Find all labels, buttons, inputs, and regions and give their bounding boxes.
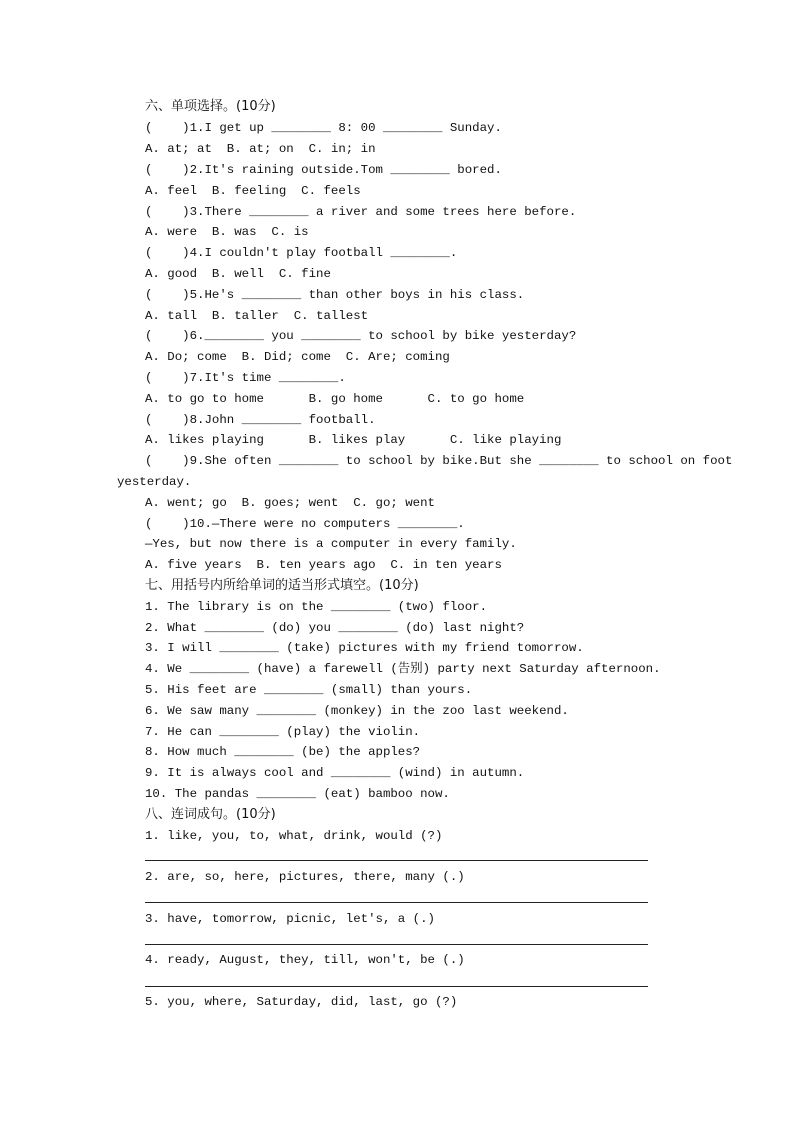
fill-in-line: 10. The pandas ________ (eat) bamboo now.	[145, 787, 450, 801]
question-line: ( )7.It's time ________.	[145, 371, 346, 385]
question-line-continued: yesterday.	[117, 475, 192, 489]
options-line: A. good B. well C. fine	[145, 267, 331, 281]
answer-line	[145, 986, 648, 987]
section-6-heading: 六、单项选择。(10分)	[145, 99, 276, 114]
word-order-item: 5. you, where, Saturday, did, last, go (?)	[145, 995, 458, 1009]
question-line: ( )9.She often ________ to school by bike.But she ________ to school on foot	[145, 454, 733, 468]
options-line: A. Do; come B. Did; come C. Are; coming	[145, 350, 450, 364]
options-line: A. likes playing B. likes play C. like playing	[145, 433, 562, 447]
options-line: A. feel B. feeling C. feels	[145, 184, 361, 198]
fill-in-line: 1. The library is on the ________ (two) floor.	[145, 600, 488, 614]
question-line: ( )4.I couldn't play football ________.	[145, 246, 458, 260]
fill-in-line: 2. What ________ (do) you ________ (do) last night?	[145, 621, 525, 635]
question-line: ( )6.________ you ________ to school by bike yesterday?	[145, 329, 577, 343]
question-line: ( )5.He's ________ than other boys in his class.	[145, 288, 525, 302]
section-7-heading: 七、用括号内所给单词的适当形式填空。(10分)	[145, 578, 419, 593]
options-line: A. tall B. taller C. tallest	[145, 309, 369, 323]
fill-in-line: 5. His feet are ________ (small) than yours.	[145, 683, 473, 697]
word-order-item: 3. have, tomorrow, picnic, let's, a (.)	[145, 912, 435, 926]
fill-in-line: 4. We ________ (have) a farewell (告别) party next Saturday afternoon.	[145, 662, 661, 676]
fill-in-line: 6. We saw many ________ (monkey) in the zoo last weekend.	[145, 704, 569, 718]
word-order-item: 2. are, so, here, pictures, there, many (.)	[145, 870, 465, 884]
fill-in-line: 3. I will ________ (take) pictures with my friend tomorrow.	[145, 641, 584, 655]
question-line: ( )3.There ________ a river and some trees here before.	[145, 205, 577, 219]
question-line: ( )1.I get up ________ 8: 00 ________ Sunday.	[145, 121, 502, 135]
question-line: —Yes, but now there is a computer in every family.	[145, 537, 517, 551]
options-line: A. five years B. ten years ago C. in ten years	[145, 558, 502, 572]
word-order-item: 1. like, you, to, what, drink, would (?)	[145, 829, 443, 843]
answer-line	[145, 902, 648, 903]
word-order-item: 4. ready, August, they, till, won't, be (.)	[145, 953, 465, 967]
section-8-heading: 八、连词成句。(10分)	[145, 807, 276, 822]
question-line: ( )8.John ________ football.	[145, 413, 376, 427]
options-line: A. to go to home B. go home C. to go home	[145, 392, 525, 406]
fill-in-line: 7. He can ________ (play) the violin.	[145, 725, 421, 739]
question-line: ( )2.It's raining outside.Tom ________ bored.	[145, 163, 502, 177]
options-line: A. at; at B. at; on C. in; in	[145, 142, 376, 156]
fill-in-line: 8. How much ________ (be) the apples?	[145, 745, 421, 759]
answer-line	[145, 860, 648, 861]
question-line: ( )10.—There were no computers ________.	[145, 517, 465, 531]
answer-line	[145, 944, 648, 945]
options-line: A. went; go B. goes; went C. go; went	[145, 496, 435, 510]
options-line: A. were B. was C. is	[145, 225, 309, 239]
fill-in-line: 9. It is always cool and ________ (wind) in autumn.	[145, 766, 525, 780]
